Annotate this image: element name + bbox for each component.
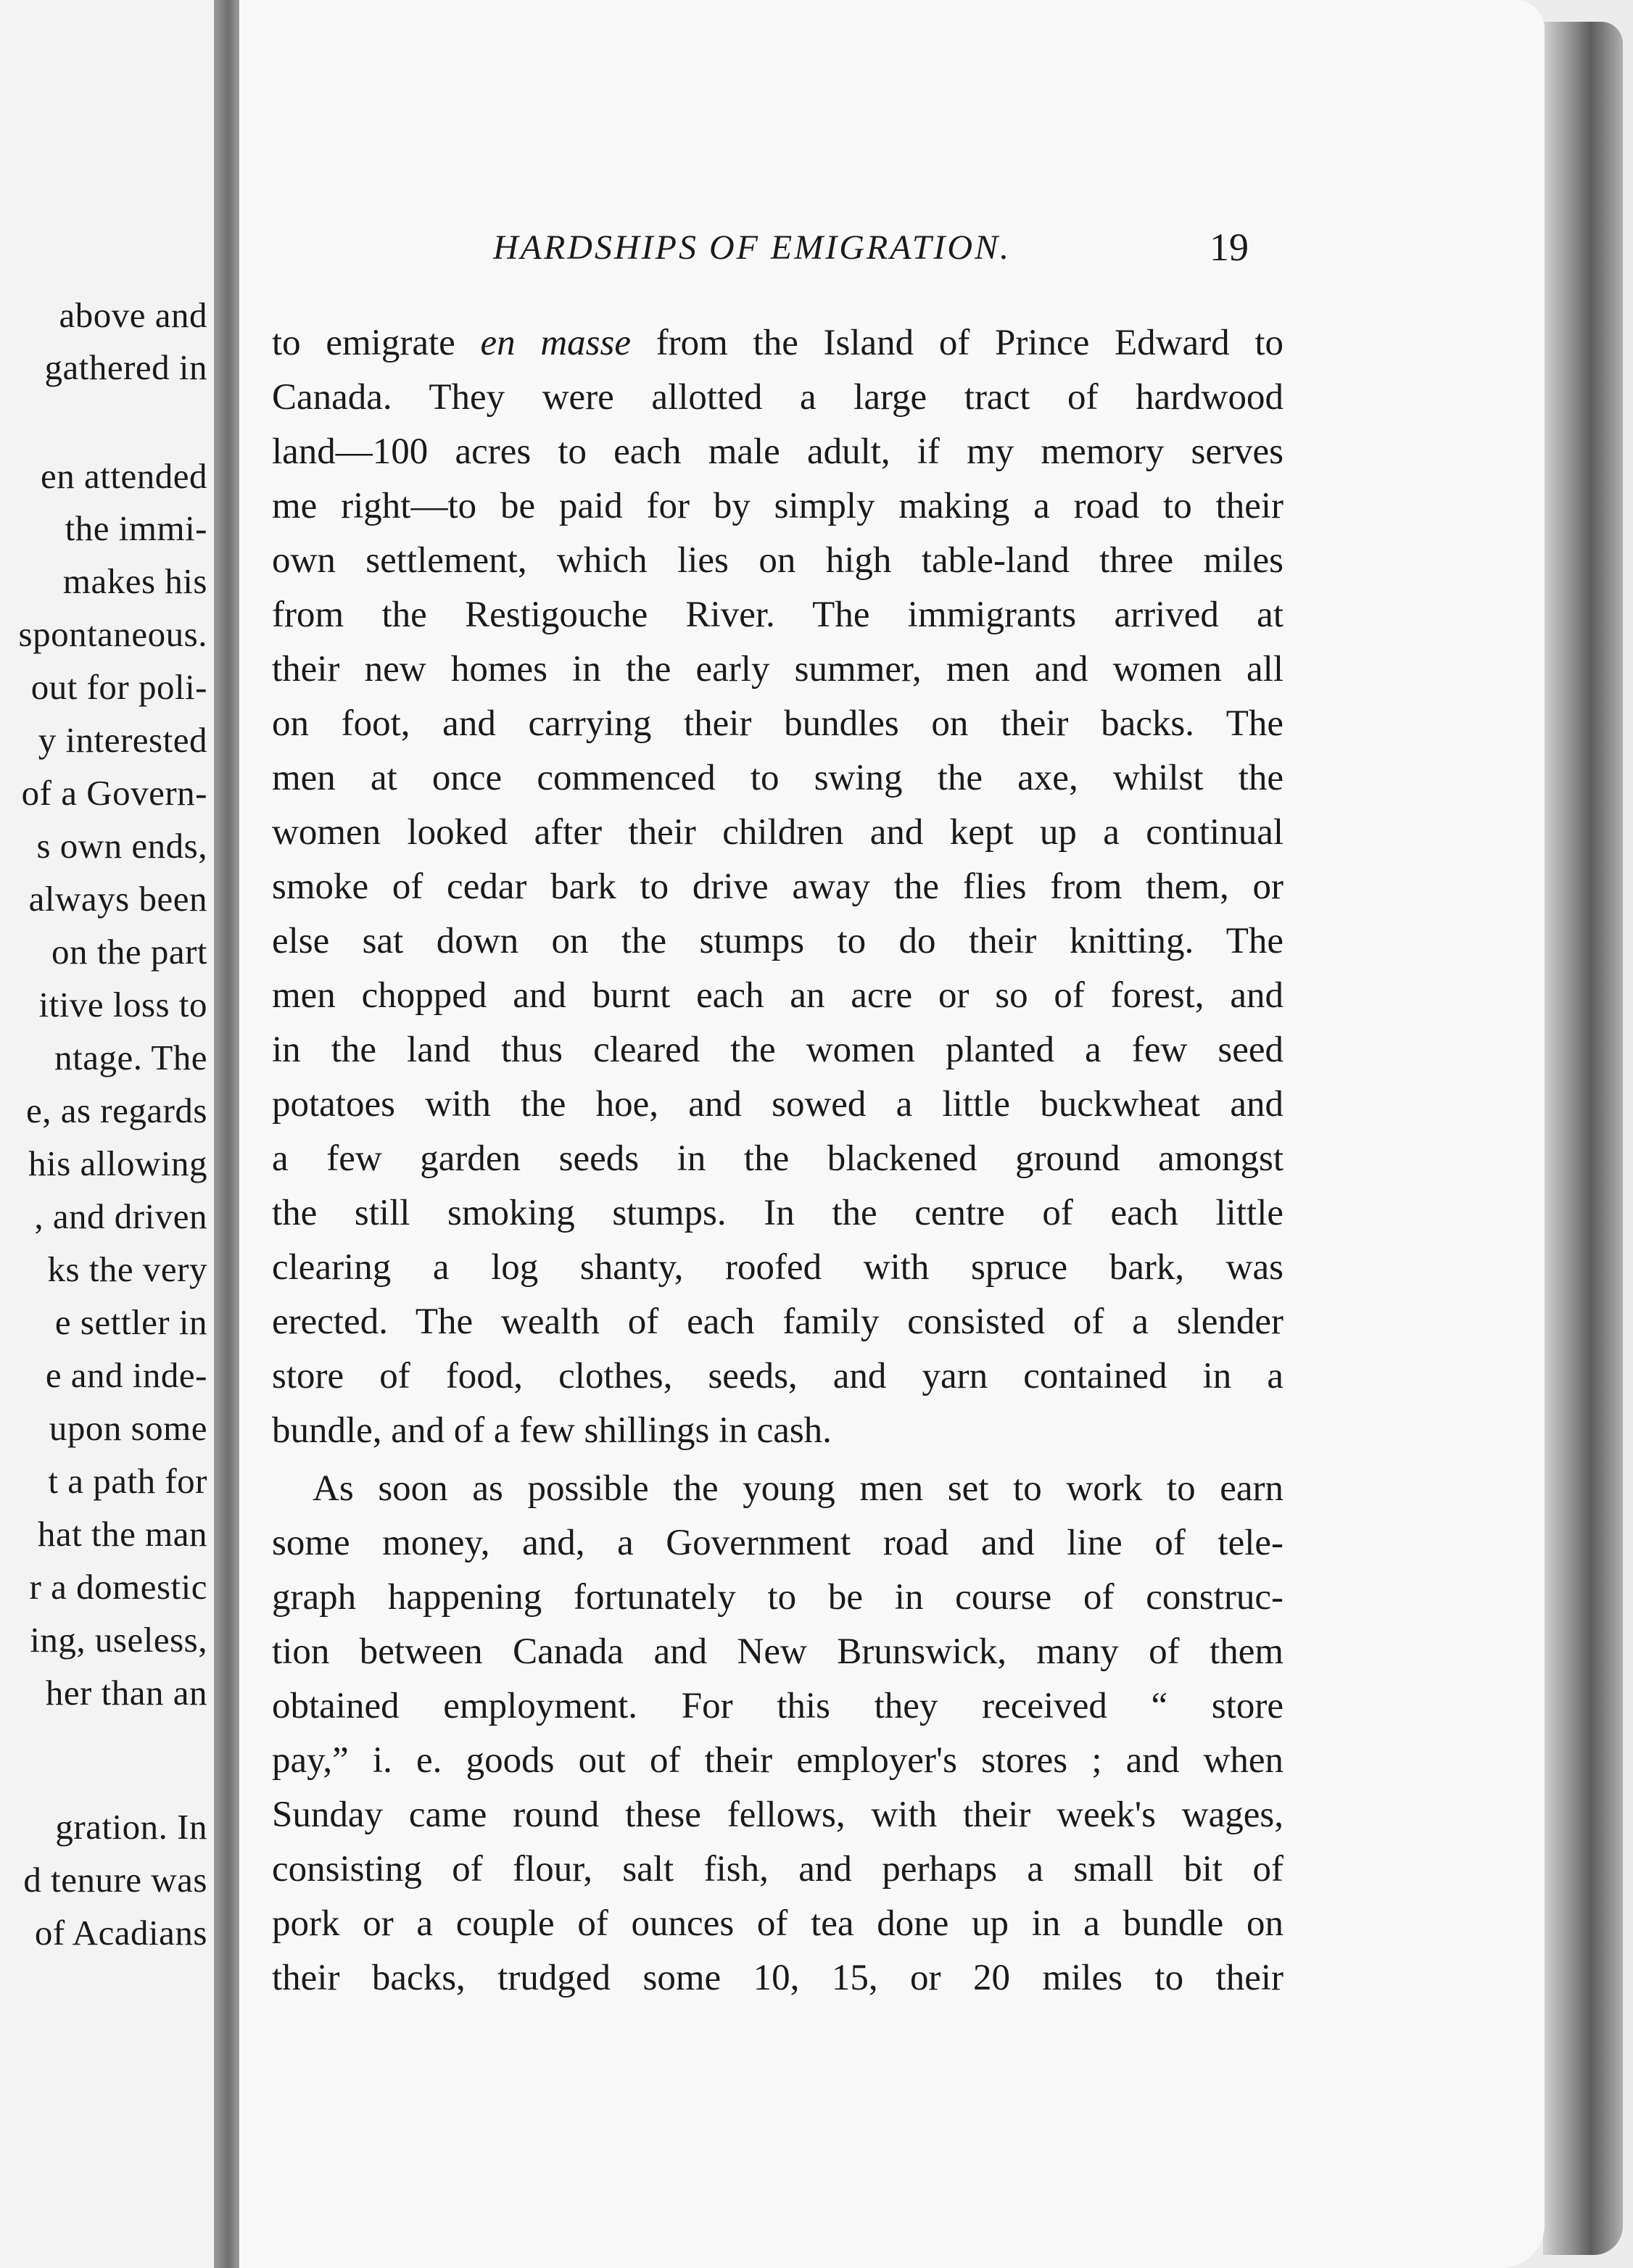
paragraph-1-line: clearing a log shanty, roofed with spruce bark, was xyxy=(272,1247,1283,1288)
left-page-line: e, as regards xyxy=(25,1090,207,1130)
page-number: 19 xyxy=(1210,225,1249,269)
paragraph-1-line: else sat down on the stumps to do their knitting. The xyxy=(272,921,1283,961)
paragraph-1-line: potatoes with the hoe, and sowed a little buckwheat and xyxy=(272,1084,1283,1125)
left-page-line: e settler in xyxy=(54,1302,207,1342)
left-page-line: upon some xyxy=(49,1408,207,1448)
left-page-line: ks the very xyxy=(47,1249,207,1289)
left-page-line: d tenure was xyxy=(23,1860,207,1900)
paragraph-2-line: Sunday came round these fellows, with their week's wages, xyxy=(272,1795,1283,1835)
left-page xyxy=(0,0,218,2268)
paragraph-1-line: the still smoking stumps. In the centre of each little xyxy=(272,1193,1283,1233)
paragraph-2-line: graph happening fortunately to be in course of construc- xyxy=(272,1577,1283,1618)
left-page-line: en attended xyxy=(41,456,207,496)
paragraph-2-line: pay,” i. e. goods out of their employer's stores ; and when xyxy=(272,1740,1283,1781)
left-page-line: out for poli- xyxy=(30,667,207,707)
paragraph-1-first-line xyxy=(272,325,1283,362)
italic-phrase: en masse xyxy=(480,323,631,363)
paragraph-1-line: me right—to be paid for by simply making a road to their xyxy=(272,486,1283,526)
left-page-line: her than an xyxy=(45,1673,207,1713)
line-text: to emigrate xyxy=(272,323,455,363)
paragraph-1-line: erected. The wealth of each family consisted of a slender xyxy=(272,1301,1283,1342)
left-page-line: s own ends, xyxy=(36,826,207,866)
paragraph-1-line: a few garden seeds in the blackened ground amongst xyxy=(272,1138,1283,1179)
left-page-line: the immi- xyxy=(65,508,207,548)
paragraph-2-line: tion between Canada and New Brunswick, many of them xyxy=(272,1631,1283,1672)
left-page-line: his allowing xyxy=(28,1143,207,1183)
paragraph-1-line: men chopped and burnt each an acre or so of forest, and xyxy=(272,975,1283,1016)
paragraph-1-line: from the Restigouche River. The immigrants arrived at xyxy=(272,595,1283,635)
left-page-line: y interested xyxy=(38,720,207,760)
left-page-line: on the part xyxy=(51,932,207,972)
paragraph-1-line: store of food, clothes, seeds, and yarn contained in a xyxy=(272,1356,1283,1396)
paragraph-1-line: smoke of cedar bark to drive away the flies from them, or xyxy=(272,866,1283,907)
left-page-line: , and driven xyxy=(34,1196,207,1236)
paragraph-1-line: own settlement, which lies on high table-land three miles xyxy=(272,540,1283,581)
page-stack-edge xyxy=(1543,22,1623,2255)
left-page-line: above and xyxy=(59,295,207,335)
paragraph-1-line: land—100 acres to each male adult, if my memory serves xyxy=(272,431,1283,472)
paragraph-1-line: Canada. They were allotted a large tract of hardwood xyxy=(272,377,1283,418)
paragraph-1-line: on foot, and carrying their bundles on their backs. The xyxy=(272,703,1283,744)
paragraph-1-line: bundle, and of a few shillings in cash. xyxy=(272,1410,832,1451)
paragraph-2-line: consisting of flour, salt fish, and perhaps a small bit of xyxy=(272,1849,1283,1890)
left-page-line: ing, useless, xyxy=(30,1620,207,1660)
left-page-line: e and inde- xyxy=(45,1355,207,1395)
left-page-line: of Acadians xyxy=(34,1913,207,1953)
left-page-line: ntage. The xyxy=(54,1038,207,1077)
line-text: from the Island of Prince Edward to xyxy=(656,323,1284,363)
left-page-line: always been xyxy=(28,879,207,919)
left-page-line: gration. In xyxy=(55,1807,207,1847)
paragraph-1-line: women looked after their children and kept up a continual xyxy=(272,812,1283,853)
left-page-line: itive loss to xyxy=(38,985,207,1025)
left-page-line: makes his xyxy=(62,561,207,601)
left-page-line: spontaneous. xyxy=(18,614,207,654)
running-head: HARDSHIPS OF EMIGRATION. xyxy=(493,228,1012,267)
paragraph-1-line: their new homes in the early summer, men and women all xyxy=(272,649,1283,690)
left-page-line: t a path for xyxy=(48,1461,207,1501)
paragraph-1-line: men at once commenced to swing the axe, whilst the xyxy=(272,758,1283,798)
paragraph-1-line: in the land thus cleared the women planted a few seed xyxy=(272,1030,1283,1070)
left-page-line: r a domestic xyxy=(29,1567,207,1607)
paragraph-2-line: their backs, trudged some 10, 15, or 20 miles to their xyxy=(272,1958,1283,1998)
paragraph-2-line: obtained employment. For this they received “ store xyxy=(272,1686,1283,1726)
paragraph-2-line: some money, and, a Government road and line of tele- xyxy=(272,1523,1283,1563)
left-page-line: of a Govern- xyxy=(21,773,207,813)
left-page-line: gathered in xyxy=(44,347,207,387)
paragraph-2-line: pork or a couple of ounces of tea done up in a bundle on xyxy=(272,1903,1283,1944)
paragraph-2-line: As soon as possible the young men set to work to earn xyxy=(313,1468,1283,1509)
left-page-line: hat the man xyxy=(37,1514,207,1554)
